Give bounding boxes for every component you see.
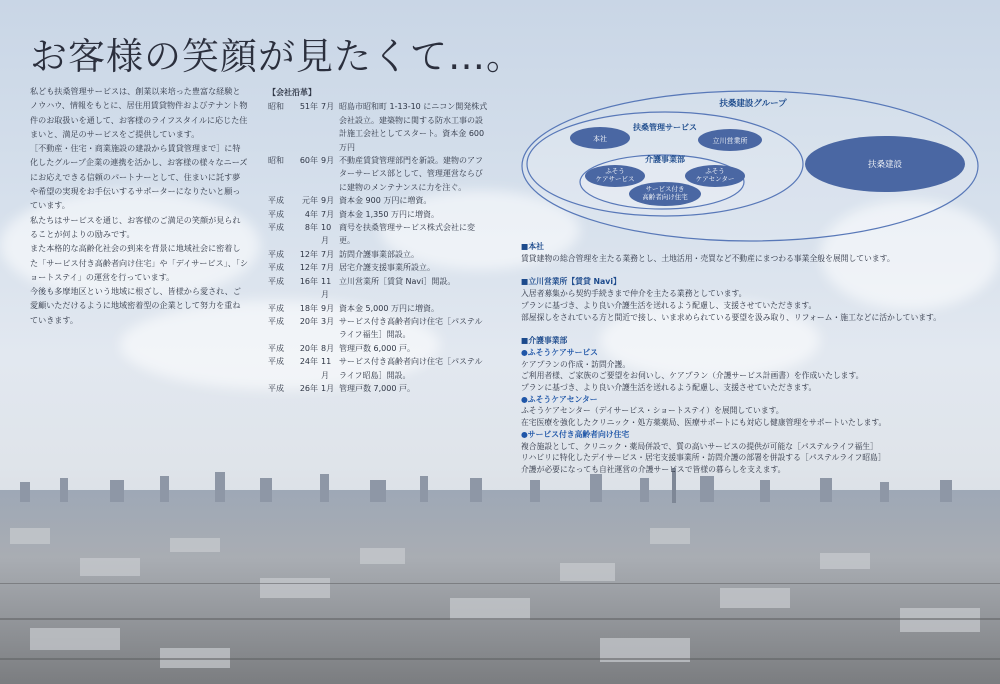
history-era: 平成 [268,303,284,313]
management-label: 扶桑管理サービス [633,123,697,132]
history-row [268,382,490,395]
history-text: サービス付き高齢者向け住宅［パステルライフ福生］開設。 [339,316,483,340]
history-year: 12年 [299,263,318,273]
history-row [268,315,490,342]
section-body: プランに基づき、より良い介護生活を送れるよう配慮し、支援させていただきます。 [521,300,817,310]
history-era: 平成 [268,223,284,233]
history-year: 12年 [299,249,318,259]
care-service-label: ふそうケアサービス [595,167,635,183]
history-month: 8月 [321,343,335,353]
history-heading: 【会社沿革】 [268,88,316,97]
section-body: 複合施設として、クリニック・薬局併設で、質の高いサービスの提供が可能な［パステルライフ福生］ [521,441,878,451]
intro-text [30,84,248,327]
history-era: 平成 [268,263,284,273]
subsection-heading: ●サービス付き高齢者向け住宅 [521,429,630,439]
history-row [268,221,490,248]
tachikawa-label: 立川営業所 [712,137,748,145]
history-month: 10月 [321,223,332,246]
history-month: 7月 [321,209,335,219]
history-month: 11月 [321,357,332,380]
history-era: 平成 [268,316,284,326]
history-year: 8年 [304,223,318,233]
city-skyline [0,468,1000,684]
history-year: 元年 [302,196,318,206]
history-row [268,100,490,154]
group-diagram [515,86,985,246]
history-row [268,154,490,194]
history-text: 資本金 900 万円に増資。 [339,196,432,206]
group-label: 扶桑建設グループ [719,99,787,109]
history-text: 資本金 1,350 万円に増資。 [339,209,439,219]
history-row [268,194,490,207]
section-body: リハビリに特化したデイサービス・居宅支援事業所・訪問介護の部署を併設する［パステルライフ昭島］ [521,453,886,463]
history-month: 9月 [321,303,335,313]
history-text: 商号を扶桑管理サービス株式会社に変更。 [339,223,475,246]
history-year: 26年 [299,383,318,393]
history-row [268,275,490,302]
section-heading: ■本社 [521,242,544,251]
history-era: 平成 [268,343,284,353]
section-honsha [521,241,981,264]
subsection-heading: ●ふそうケアサービス [521,347,598,357]
history-month: 3月 [321,316,335,326]
history-era: 昭和 [268,156,284,166]
history-text: 立川営業所［賃貸 Navi］開設。 [339,276,456,286]
history-text: 管理戸数 6,000 戸。 [339,343,415,353]
housing-label: サービス付き高齢者向け住宅 [642,185,688,201]
history-era: 平成 [268,357,284,367]
history-text: 不動産賃貸管理部門を新設。建物のアフターサービス部として、管理運営ならびに建物のメンテナンスに力を注ぐ。 [339,156,483,192]
history-year: 20年 [299,343,318,353]
history-month: 1月 [321,383,335,393]
history-year: 60年 [299,156,318,166]
page-title: お客様の笑顔が見たくて…。 [30,35,524,78]
history-year: 18年 [299,303,318,313]
care-center-label: ふそうケアセンター [695,167,735,183]
care-label: 介護事業部 [645,155,685,164]
section-body: 部屋探しをされている方と間近で接し、いま求められている要望を汲み取り、リフォーム・施工などに活かしています。 [521,312,942,322]
honsha-label: 本社 [593,135,607,143]
history-month: 11月 [321,276,332,300]
section-tachikawa [521,276,981,323]
history-row [268,302,490,315]
section-body: 在宅医療を強化したクリニック・処方薬薬局、医療サポートにも対応し健康管理をサポートいたします。 [521,418,887,428]
history-month: 9月 [321,156,335,166]
intro-paragraph: 私たちはサービスを通じ、お客様のご満足の笑顔が見られることが何よりの励みです。 [30,214,241,239]
history-month: 9月 [321,196,335,206]
history-year: 4年 [304,209,318,219]
section-body: ふそうケアセンター（デイサービス・ショートステイ）を展開しています。 [521,406,784,416]
history-era: 平成 [268,196,284,206]
history-row [268,342,490,355]
history-year: 51年 [299,102,318,112]
section-heading: ■介護事業部 [521,336,568,346]
history-year: 24年 [299,357,318,367]
history-row [268,208,490,221]
history-era: 平成 [268,249,284,259]
section-care [521,335,981,475]
section-body: 賃貸建物の総合管理を主たる業務とし、土地活用・売買など不動産にまつわる事業全般を展開しています。 [521,253,895,263]
construction-label: 扶桑建設 [867,160,903,170]
section-body: ケアプランの作成・訪問介護。 [521,359,631,369]
section-body: プランに基づき、より良い介護生活を送れるよう配慮し、支援させていただきます。 [521,383,817,393]
history-text: 昭島市昭和町 1-13-10 にニコン開発株式会社設立。建築物に関する防水工事の設計施工会社としてスタート。資本金 600 万円 [339,102,488,152]
section-heading: ■立川営業所【賃貸 Navi】 [521,277,621,287]
history-era: 平成 [268,209,284,219]
history-era: 平成 [268,383,284,393]
history-era: 昭和 [268,102,284,112]
history-text: 居宅介護支援事業所設立。 [339,263,435,273]
history-row [268,261,490,274]
history-month: 7月 [321,102,335,112]
business-descriptions [521,241,981,488]
history-text: 管理戸数 7,000 戸。 [339,383,415,393]
history-text: 訪問介護事業部設立。 [339,249,419,259]
history-row [268,355,490,382]
history-year: 16年 [299,276,318,286]
subsection-heading: ●ふそうケアセンター [521,394,598,404]
history-month: 7月 [321,249,335,259]
history-text: サービス付き高齢者向け住宅［パステルライフ昭島］開設。 [339,357,483,380]
history-year: 20年 [299,316,318,326]
history-row [268,248,490,261]
history-month: 7月 [321,263,335,273]
section-body: 入居者募集から契約手続きまで仲介を主たる業務としています。 [521,289,747,299]
intro-paragraph: ［不動産・住宅・商業施設の建設から賃貸管理まで］に特化したグループ企業の連携を活かし、お客様の様々なニーズにお応えできる信頼のパートナーとして、住まいに託す夢や希望の実現をお手伝いするサポーターになりたいと願っています。 [30,143,248,211]
intro-paragraph: また本格的な高齢化社会の到来を背景に地域社会に密着した「サービス付き高齢者向け住宅」や「デイサービス」、「ショートステイ」の運営を行っています。 [30,243,248,282]
history-era: 平成 [268,276,284,286]
section-body: 介護が必要になっても自社運営の介護サービスで皆様の暮らしを支えます。 [521,464,786,474]
intro-paragraph: 今後も多摩地区という地域に根ざし、皆様から愛され、ご愛顧いただけるように地域密着型の企業として努力を重ねていきます。 [30,286,241,325]
company-history [268,86,490,395]
section-body: ご利用者様、ご家族のご要望をお伺いし、ケアプラン（介護サービス計画書）を作成いたします。 [521,371,864,381]
intro-paragraph: 私ども扶桑管理サービスは、創業以来培った豊富な経験とノウハウ、情報をもとに、居住用賃貸物件およびテナント物件のお取扱いを通して、お客様のライフスタイルに応じた住まいと、満足のサービスをご提供しています。 [30,86,248,139]
history-text: 資本金 5,000 万円に増資。 [339,303,439,313]
